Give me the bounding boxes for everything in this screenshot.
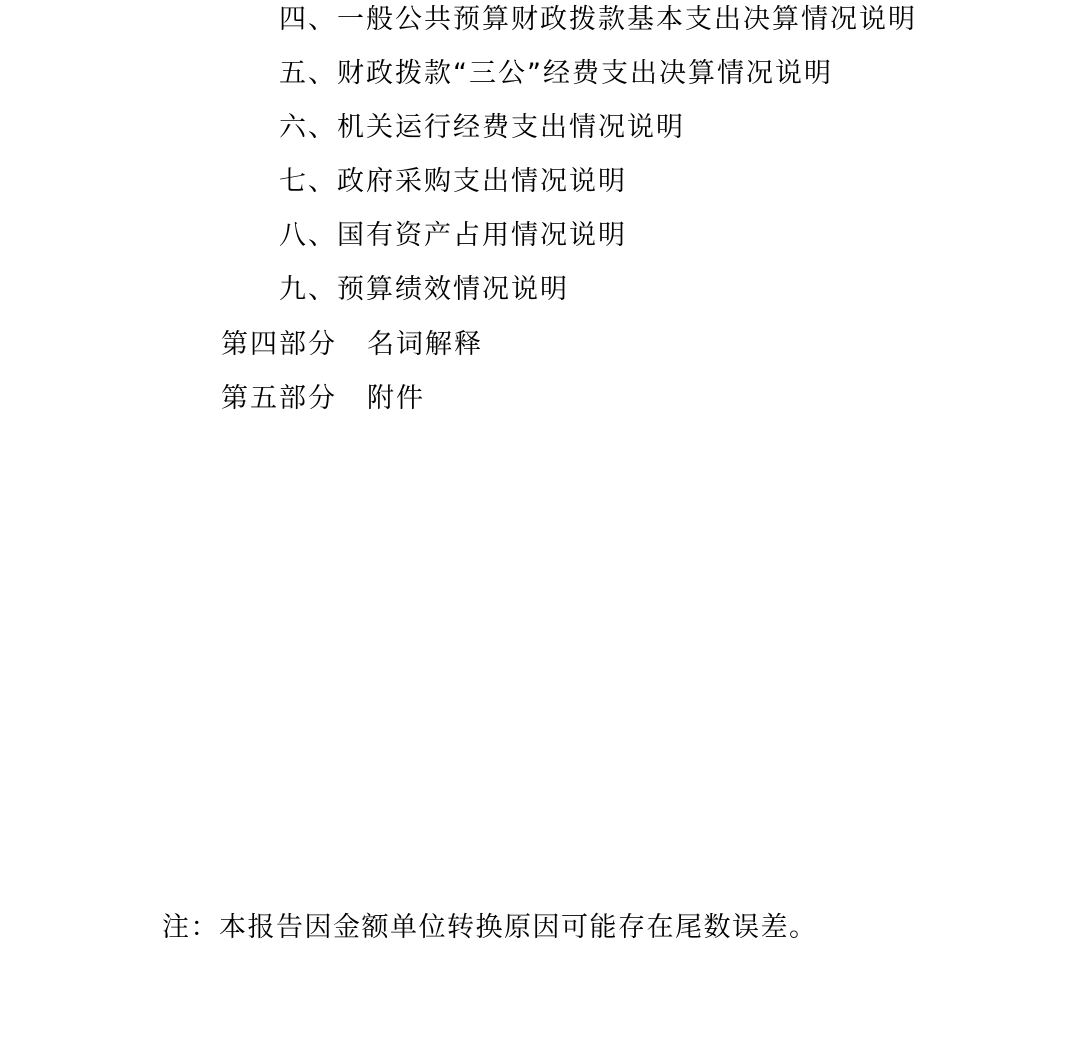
toc-part-5 xyxy=(221,382,425,416)
toc-part-title: 名词解释 xyxy=(367,329,483,360)
toc-item-6: 六、机关运行经费支出情况说明 xyxy=(279,112,685,143)
toc-part-title: 附件 xyxy=(367,383,425,414)
toc-item-8: 八、国有资产占用情况说明 xyxy=(279,220,627,251)
toc-part-label: 第五部分 xyxy=(221,383,337,414)
toc-item-5: 五、财政拨款“三公”经费支出决算情况说明 xyxy=(279,58,833,89)
toc-part-4 xyxy=(221,328,483,362)
footnote: 注：本报告因金额单位转换原因可能存在尾数误差。 xyxy=(162,912,818,943)
toc-item-7: 七、政府采购支出情况说明 xyxy=(279,166,627,197)
toc-item-9: 九、预算绩效情况说明 xyxy=(279,274,569,305)
toc-item-4: 四、一般公共预算财政拨款基本支出决算情况说明 xyxy=(279,4,917,35)
toc-part-label: 第四部分 xyxy=(221,329,337,360)
